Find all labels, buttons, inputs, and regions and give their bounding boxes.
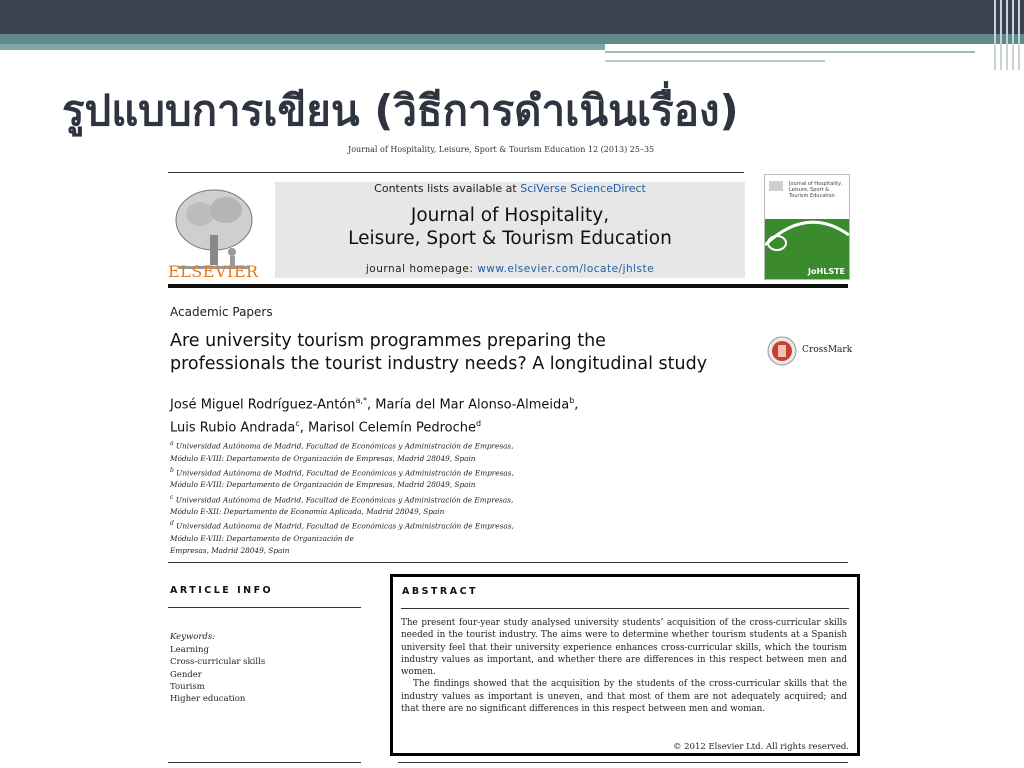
author-list: [170, 391, 770, 438]
elsevier-wordmark: ELSEVIER: [168, 262, 259, 281]
keyword: Cross-curricular skills: [170, 657, 266, 668]
keywords-label: Keywords:: [170, 632, 216, 642]
article-info-bottom-rule: [168, 762, 361, 763]
cover-art-icon: [765, 175, 849, 279]
journal-title-line-2: Leisure, Sport & Tourism Education: [348, 228, 672, 249]
keyword: Gender: [170, 669, 202, 680]
author-name: María del Mar Alonso-Almeida: [375, 397, 570, 413]
author-separator: ,: [574, 397, 579, 413]
abstract-heading: ABSTRACT: [402, 586, 479, 597]
affiliations: [170, 438, 590, 558]
affiliation-mark: a: [170, 440, 174, 447]
abstract-body: [401, 617, 847, 715]
abstract-rule: [401, 608, 849, 609]
slide-corner-stripes: [990, 0, 1024, 70]
abstract-paragraph-2: The findings showed that the acquisition by the students of the cross-curricular skills that the industry values as important is uneven, and that most of them are not adequately acquired; and that there are no significant differences in this respect between men and woman.: [401, 679, 847, 715]
contents-prefix: Contents lists available at: [374, 182, 521, 195]
homepage-prefix: journal homepage:: [365, 263, 478, 275]
affiliation-line: Módulo E-XII: Departamento de Economía Aplicada, Madrid 28049, Spain: [170, 507, 445, 517]
cover-text-line-1: Journal of Hospitality,: [789, 181, 843, 187]
author-affiliation-mark: c: [295, 419, 300, 429]
abstract-highlight-box: [390, 574, 860, 756]
section-label: Academic Papers: [170, 305, 273, 319]
author-affiliation-mark: d: [475, 419, 482, 429]
sciencedirect-link[interactable]: SciVerse ScienceDirect: [520, 182, 646, 195]
contents-line: [275, 182, 745, 195]
keyword: Higher education: [170, 694, 246, 705]
slide-header-accent: [0, 44, 605, 50]
author-separator: ,: [366, 397, 376, 413]
journal-citation: Journal of Hospitality, Leisure, Sport & Tourism Education 12 (2013) 25–35: [348, 145, 655, 154]
affiliation-line: Módulo E-VIII: Departamento de Organización de Empresas, Madrid 28049, Spain: [170, 453, 476, 463]
divider-rule: [168, 562, 848, 563]
affiliation-mark: d: [170, 520, 174, 528]
slide-header-bar: [0, 0, 1024, 34]
abstract-paragraph-1: The present four-year study analysed university students’ acquisition of the cross-curricular skills needed in the tourist industry. The aims were to determine whether tourism students at a Spanish university feel that their university experience enhances cross-curricular skills, which the tourism industry values as important, and whether there are differences in this respect between men and women.: [401, 618, 847, 678]
author-affiliation-mark: a,*: [355, 396, 367, 405]
article-info-heading: ARTICLE INFO: [170, 585, 274, 596]
affiliation-line: Universidad Autónoma de Madrid, Facultad de Económicas y Administración de Empresas,: [176, 468, 514, 478]
cover-text-line-3: Tourism Education: [789, 193, 835, 199]
author-name: Marisol Celemín Pedroche: [308, 420, 476, 436]
homepage-link[interactable]: www.elsevier.com/locate/jhlste: [477, 263, 655, 275]
author-name: Luis Rubio Andrada: [170, 420, 296, 436]
crossmark-icon[interactable]: [766, 335, 800, 367]
article-title-line-1: Are university tourism programmes preparing the: [170, 331, 606, 351]
article-info-rule: [168, 607, 361, 608]
affiliation-line: Módulo E-VIII: Departamento de Organización de Empresas, Madrid 28049, Spain: [170, 480, 476, 490]
journal-cover-thumbnail: [764, 174, 850, 280]
affiliation-line: Universidad Autónoma de Madrid, Facultad de Económicas y Administración de Empresas,: [176, 521, 514, 531]
cover-text-line-2: Leisure, Sport &: [789, 187, 830, 193]
affiliation-mark: b: [170, 466, 174, 474]
affiliation-line: Universidad Autónoma de Madrid, Facultad de Económicas y Administración de Empresas,: [175, 441, 514, 451]
journal-homepage: [275, 263, 745, 275]
copyright-notice: © 2012 Elsevier Ltd. All rights reserved.: [672, 742, 849, 752]
author-name: José Miguel Rodríguez-Antón: [170, 397, 356, 413]
crossmark-label[interactable]: CrossMark: [802, 345, 853, 355]
keyword: Tourism: [170, 681, 205, 692]
article-title-line-2: professionals the tourist industry needs? A longitudinal study: [170, 354, 708, 374]
masthead-thick-rule: [168, 284, 848, 288]
slide-header-line-2: [605, 60, 825, 62]
journal-title-line-1: Journal of Hospitality,: [410, 205, 610, 226]
keyword: Learning: [170, 645, 209, 655]
affiliation-mark: c: [170, 493, 174, 501]
affiliation-line: Universidad Autónoma de Madrid, Facultad de Económicas y Administración de Empresas,: [175, 495, 514, 505]
affiliation-line: Empresas, Madrid 28049, Spain: [170, 546, 290, 556]
slide-header-band: [0, 34, 1024, 44]
abstract-bottom-rule: [398, 762, 848, 763]
slide-header-line: [605, 51, 975, 53]
journal-title: [275, 204, 745, 250]
article-title: [170, 330, 770, 376]
slide-title: รูปแบบการเขียน (วิธีการดำเนินเรื่อง): [62, 86, 739, 135]
affiliation-line: Módulo E-VIII: Departamento de Organización de: [170, 534, 354, 544]
author-separator: ,: [299, 420, 308, 436]
header-rule: [168, 172, 744, 173]
journal-banner: [275, 182, 745, 278]
keywords-list: [170, 644, 265, 705]
paper-first-page: [168, 140, 858, 768]
author-affiliation-mark: b: [569, 396, 575, 405]
cover-journal-name: JoHLSTE: [808, 267, 845, 276]
